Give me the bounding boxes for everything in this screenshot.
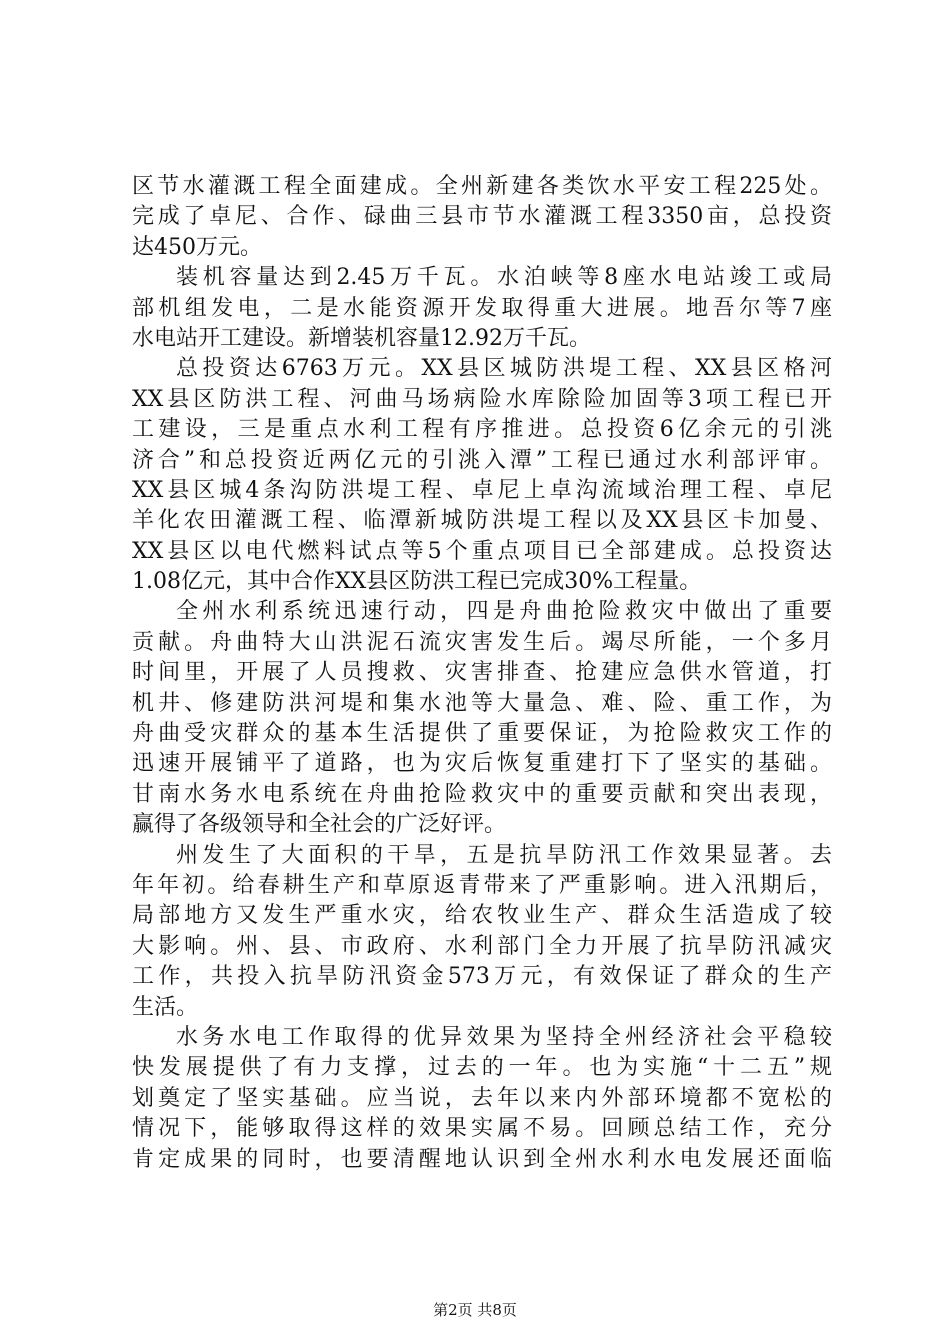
text-line: XX县区防洪工程、河曲马场病险水库除险加固等3项工程已开 xyxy=(132,386,832,412)
text-line: 机井、修建防洪河堤和集水池等大量急、难、险、重工作，为 xyxy=(132,690,832,716)
text-line: XX县区以电代燃料试点等5个重点项目已全部建成。总投资达 xyxy=(132,538,832,564)
text-line: 划奠定了坚实基础。应当说，去年以来内外部环境都不宽松的 xyxy=(132,1085,832,1111)
text-line: 情况下，能够取得这样的效果实属不易。回顾总结工作，充分 xyxy=(132,1116,832,1142)
text-line: 工建设，三是重点水利工程有序推进。总投资6亿余元的引洮 xyxy=(132,417,832,443)
text-line: 全州水利系统迅速行动，四是舟曲抢险救灾中做出了重要 xyxy=(176,599,832,625)
text-line: XX县区城4条沟防洪堤工程、卓尼上卓沟流域治理工程、卓尼 xyxy=(132,477,832,503)
text-line: 时间里，开展了人员搜救、灾害排查、抢建应急供水管道，打 xyxy=(132,660,832,686)
text-line: 甘南水务水电系统在舟曲抢险救灾中的重要贡献和突出表现， xyxy=(132,781,832,807)
text-line: 年年初。给春耕生产和草原返青带来了严重影响。进入汛期后， xyxy=(132,872,832,898)
text-line: 州发生了大面积的干旱，五是抗旱防汛工作效果显著。去 xyxy=(176,842,832,868)
text-line: 部机组发电，二是水能资源开发取得重大进展。地吾尔等7座 xyxy=(132,295,832,321)
text-line: 水务水电工作取得的优异效果为坚持全州经济社会平稳较 xyxy=(176,1024,832,1050)
text-line: 工作，共投入抗旱防汛资金573万元，有效保证了群众的生产 xyxy=(132,964,832,990)
text-line: 装机容量达到2.45万千瓦。水泊峡等8座水电站竣工或局 xyxy=(176,265,832,291)
text-line: 生活。 xyxy=(132,994,199,1020)
text-line: 羊化农田灌溉工程、临潭新城防洪堤工程以及XX县区卡加曼、 xyxy=(132,508,832,534)
text-line: 快发展提供了有力支撑，过去的一年。也为实施“十二五”规 xyxy=(132,1055,832,1081)
text-line: 区节水灌溉工程全面建成。全州新建各类饮水平安工程225处。 xyxy=(132,174,832,199)
text-line: 贡献。舟曲特大山洪泥石流灾害发生后。竭尽所能，一个多月 xyxy=(132,629,832,655)
text-line: 完成了卓尼、合作、碌曲三县市节水灌溉工程3350亩，总投资 xyxy=(132,204,832,230)
body-text xyxy=(132,172,832,1175)
page-footer: 第2页 共8页 xyxy=(433,1301,517,1319)
text-line: 济合”和总投资近两亿元的引洮入潭”工程已通过水利部评审。 xyxy=(132,447,832,473)
text-line: 总投资达6763万元。XX县区城防洪堤工程、XX县区格河 xyxy=(176,356,832,382)
text-line: 肯定成果的同时，也要清醒地认识到全州水利水电发展还面临 xyxy=(132,1146,832,1172)
text-line: 局部地方又发生严重水灾，给农牧业生产、群众生活造成了较 xyxy=(132,903,832,929)
text-line: 达450万元。 xyxy=(132,234,262,260)
text-line: 赢得了各级领导和全社会的广泛好评。 xyxy=(132,812,507,838)
text-line: 1.08亿元，其中合作XX县区防洪工程已完成30%工程量。 xyxy=(132,569,702,595)
text-line: 大影响。州、县、市政府、水利部门全力开展了抗旱防汛减灾 xyxy=(132,933,832,959)
text-line: 迅速开展铺平了道路，也为灾后恢复重建打下了坚实的基础。 xyxy=(132,751,832,777)
text-line: 水电站开工建设。新增装机容量12.92万千瓦。 xyxy=(132,325,591,351)
text-line: 舟曲受灾群众的基本生活提供了重要保证，为抢险救灾工作的 xyxy=(132,721,832,747)
